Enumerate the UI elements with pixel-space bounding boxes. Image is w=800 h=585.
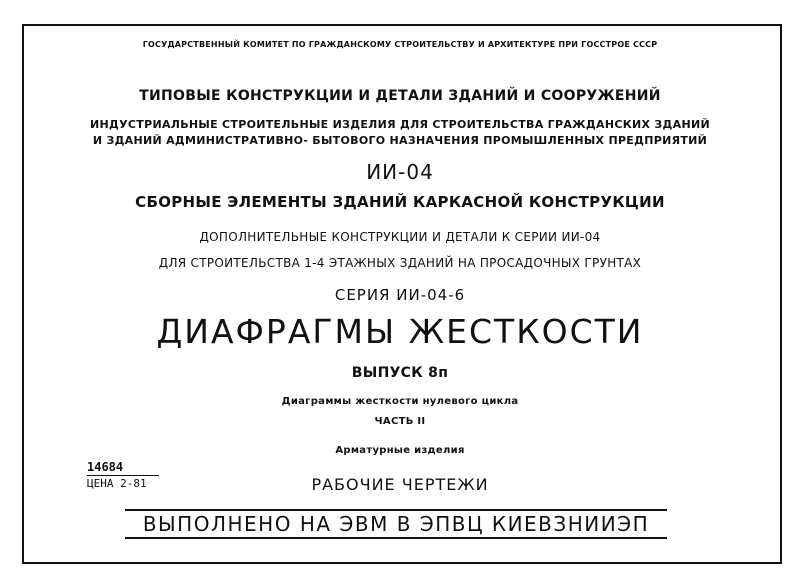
issue-number: ВЫПУСК 8п	[351, 365, 449, 381]
prefab-elements-title: СБОРНЫЕ ЭЛЕМЕНТЫ ЗДАНИЙ КАРКАСНОЙ КОНСТРУКЦИИ	[135, 193, 665, 211]
industrial-description-line-1: ИНДУСТРИАЛЬНЫЕ СТРОИТЕЛЬНЫЕ ИЗДЕЛИЯ ДЛЯ СТРОИТЕЛЬСТВА ГРАЖДАНСКИХ ЗДАНИЙ	[90, 118, 710, 131]
inventory-stamp	[87, 460, 159, 491]
issue-subtitle: Диаграммы жесткости нулевого цикла	[281, 396, 519, 407]
computer-generated-banner: ВЫПОЛНЕНО НА ЭВМ В ЭПВЦ КИЕВЗНИИЭП	[125, 509, 667, 539]
working-drawings-label: РАБОЧИЕ ЧЕРТЕЖИ	[311, 475, 489, 494]
industrial-description-line-2: И ЗДАНИЙ АДМИНИСТРАТИВНО- БЫТОВОГО НАЗНАЧЕНИЯ ПРОМЫШЛЕННЫХ ПРЕДПРИЯТИЙ	[92, 134, 708, 147]
page-title: ДИАФРАГМЫ ЖЕСТКОСТИ	[156, 312, 644, 351]
catalog-title: ТИПОВЫЕ КОНСТРУКЦИИ И ДЕТАЛИ ЗДАНИЙ И СООРУЖЕНИЙ	[139, 88, 661, 104]
series-code: ИИ-04	[366, 160, 434, 184]
reinforcement-label: Арматурные изделия	[335, 445, 465, 456]
stamp-price: ЦЕНА 2-81	[87, 477, 147, 490]
stamp-number: 14684	[87, 460, 159, 476]
part-number: ЧАСТЬ II	[374, 416, 426, 427]
additional-constructions-line-1: ДОПОЛНИТЕЛЬНЫЕ КОНСТРУКЦИИ И ДЕТАЛИ К СЕРИИ ИИ-04	[199, 230, 601, 244]
organization-header: ГОСУДАРСТВЕННЫЙ КОМИТЕТ ПО ГРАЖДАНСКОМУ СТРОИТЕЛЬСТВУ И АРХИТЕКТУРЕ ПРИ ГОССТРОЕ СССР	[142, 40, 658, 49]
series-label: СЕРИЯ ИИ-04-6	[334, 286, 466, 304]
additional-constructions-line-2: ДЛЯ СТРОИТЕЛЬСТВА 1-4 ЭТАЖНЫХ ЗДАНИЙ НА ПРОСАДОЧНЫХ ГРУНТАХ	[158, 256, 642, 270]
